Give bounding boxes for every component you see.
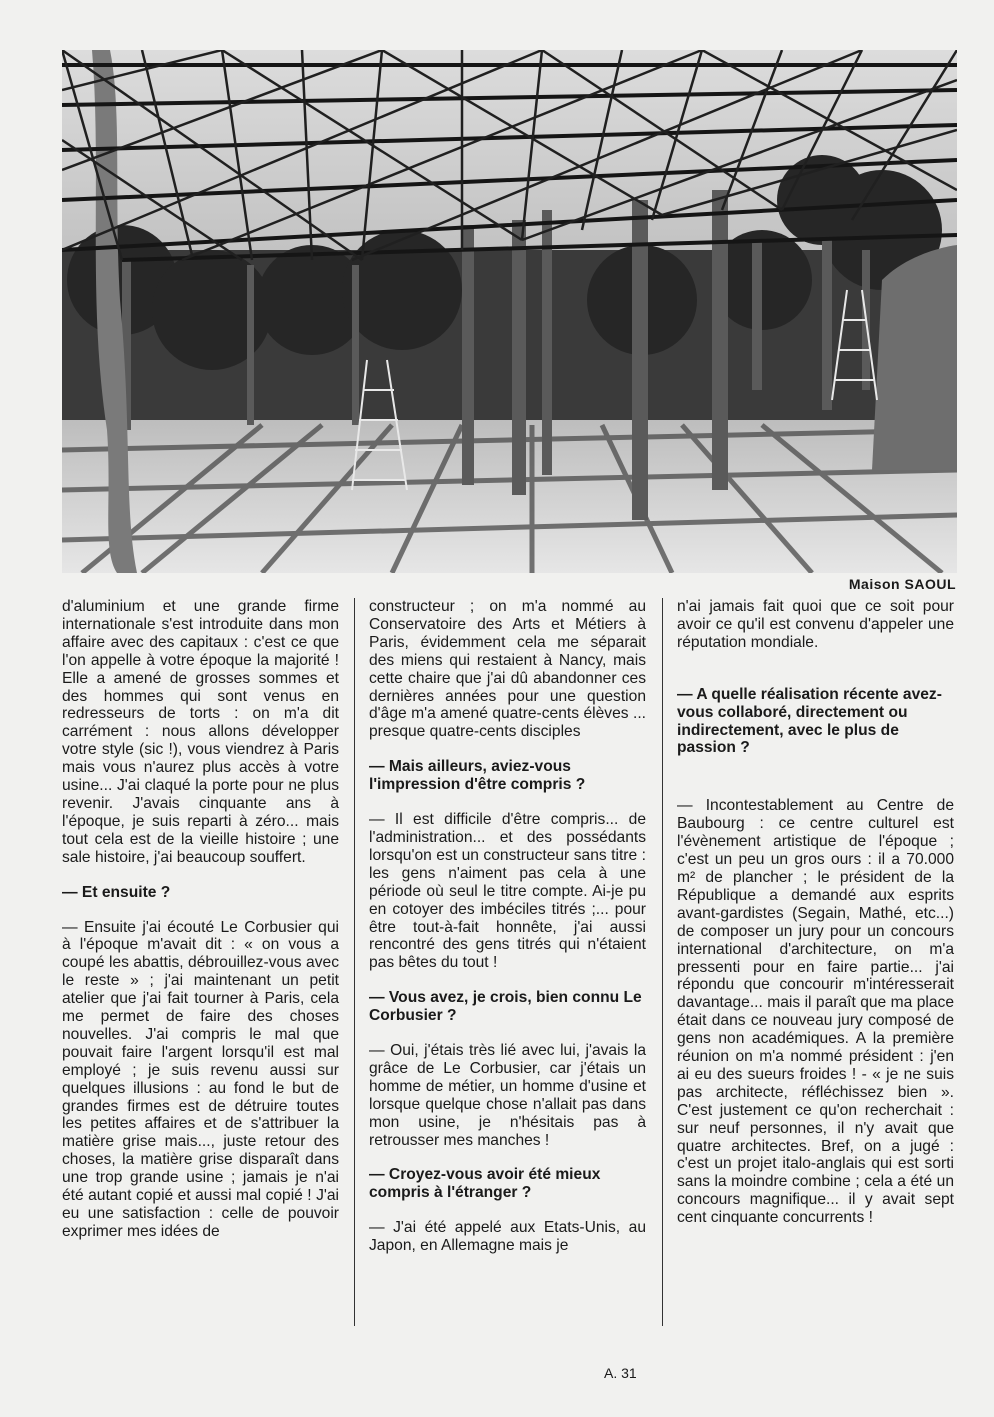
page-number: A. 31 — [604, 1365, 637, 1381]
column-rule — [662, 598, 663, 1326]
answer-paragraph: n'ai jamais fait quoi que ce soit pour avoir ce qu'il est convenu d'appeler une réputation mondiale. — [677, 598, 954, 651]
interview-question: — Et ensuite ? — [62, 883, 171, 901]
column-rule — [354, 598, 355, 1326]
answer-paragraph: — Incontestablement au Centre de Baubourg : ce centre culturel est l'évènement artistique de l'époque ; c'est un peu un gros ours : il a 70.000 m² de plancher ; le président de la République a demandé aux esprits avant-gardistes (Segain, Mathé, etc...) de composer un jury pour un concours international d'architecture, on m'a pressenti pour en faire partie... j'ai répondu que concourir m'intéresserait davantage... mais il paraît que ma place était dans ce nouveau jury composé de gens non académiques. A la première réunion on m'a nommé président : j'en ai eu des sueurs froides ! - « je ne suis pas architecte, réfléchissez bien ». C'est justement ce qu'on recherchait : sur neuf personnes, il n'y avait que quatre architectes. Bref, on a jugé : c'est un projet italo-anglais qui est sorti sans la moindre combine ; cela a été un concours magnifique... il y avait sept cent cinquante concurrents ! — [677, 797, 954, 1227]
interview-question: — A quelle réalisation récente avez-vous collaboré, directement ou indirectement, avec le plus de passion ? — [677, 685, 942, 757]
interview-question: — Mais ailleurs, aviez-vous l'impression d'être compris ? — [369, 758, 586, 794]
answer-paragraph: — Ensuite j'ai écouté Le Corbusier qui à l'époque m'avait dit : « on vous a coupé les abattis, débrouillez-vous avec le reste » ; j'ai maintenant un petit atelier que j'ai fait tourner à Paris, cela me permet de faire des choses nouvelles. J'ai compris le mal que pouvait faire l'argent lorsqu'il est mal employé ; je suis revenu aussi sur quelques illusions : au fond le but de grandes firmes est de détruire toutes les petites affaires et de s'attribuer la matière grise mais..., juste retour des choses, la matière grise disparaît dans une trop grande usine ; jamais je n'ai été autant copié et aussi mal copié ! J'ai eu une satisfaction : celle de pouvoir exprimer mes idées de — [62, 918, 339, 1240]
answer-paragraph: — Il est difficile d'être compris... de l'administration... et des possédants lorsqu'on est un constructeur sans titre : les gens n'aiment pas cela à une période où seul le titre compte. Ai-je pu en cotoyer des imbéciles titrés ;... pour être tout-à-fait honnête, j'ai aussi rencontré des gens titrés qui n'étaient pas bêtes du tout ! — [369, 811, 646, 972]
answer-paragraph: — Oui, j'étais très lié avec lui, j'avais la grâce de Le Corbusier, car j'étais un homme de métier, un homme d'usine et lorsque quelque chose n'allait pas dans mon usine, je n'hésitais pas à retrousser mes manches ! — [369, 1042, 646, 1149]
photo-maison-saoul — [62, 50, 957, 573]
text-column-3 — [677, 598, 954, 1227]
answer-paragraph: — J'ai été appelé aux Etats-Unis, au Japon, en Allemagne mais je — [369, 1219, 646, 1255]
answer-paragraph: d'aluminium et une grande firme internationale s'est introduite dans mon affaire avec des capitaux : c'est ce que l'on appelle à votre époque la majorité ! Elle a amené de grosses sommes et des hommes qui sont venus en redresseurs de torts : on m'a dit carrément : nous allons développer votre style (sic !), vous viendrez à Paris mais vous n'aurez plus accès à votre usine... J'ai claqué la porte pour ne plus revenir. J'avais cinquante ans à l'époque, je suis reparti à zéro... mais tout cela est de la vieille histoire ; une sale histoire, j'ai beaucoup souffert. — [62, 598, 339, 866]
text-column-1 — [62, 598, 339, 1241]
interview-question: — Vous avez, je crois, bien connu Le Corbusier ? — [369, 989, 642, 1025]
photo-caption: Maison SAOUL — [848, 576, 956, 592]
text-column-2 — [369, 598, 646, 1255]
interview-question: — Croyez-vous avoir été mieux compris à l'étranger ? — [369, 1166, 601, 1202]
answer-paragraph: constructeur ; on m'a nommé au Conservatoire des Arts et Métiers à Paris, évidemment cela me séparait des miens qui restaient à Nancy, mais cette chaire que j'ai dû abandonner ces dernières années pour une question d'âge m'a amené quatre-cents élèves ... presque quatre-cents disciples — [369, 598, 646, 741]
construction-photo — [62, 50, 957, 573]
